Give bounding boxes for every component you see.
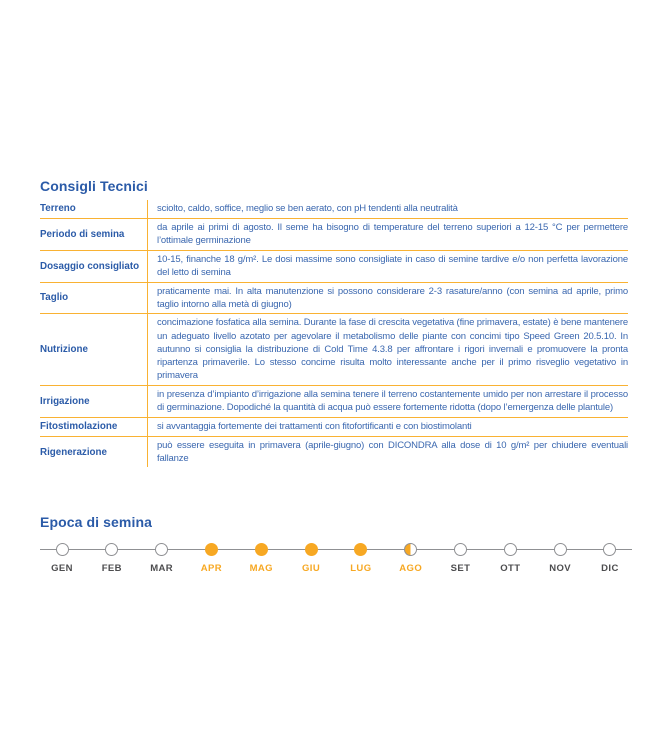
row-label: Periodo di semina [40,219,148,250]
section-title-epoca-di-semina: Epoca di semina [40,514,152,530]
month-label: OTT [500,563,521,574]
month-item-nov [538,543,582,574]
month-item-apr [189,543,233,574]
technical-advice-section [40,178,628,467]
table-row [40,200,628,219]
sowing-period-section [40,514,632,587]
month-item-ago [389,543,433,574]
table-row [40,386,628,418]
month-label: SET [450,563,471,574]
row-label: Terreno [40,200,148,218]
month-dot-icon [255,543,268,556]
month-dot-icon [554,543,567,556]
month-item-feb [90,543,134,574]
row-value: concimazione fosfatica alla semina. Durante la fase di crescita vegetativa (fine primavera, estate) è bene mantenere un adeguato livello azotato per agevolare il metabolismo delle piante con concimi tipo Speed Green 20.5.10. In autunno si consiglia la distribuzione di Cold Time 4.3.8 per affrontare i rigori invernali e promuovere la pronta ripartenza primaverile. Lo stesso concime risulta molto interessante anche per il primo risveglio vegetativo in primavera [157,317,628,382]
table-row [40,219,628,251]
row-label: Rigenerazione [40,437,148,468]
technical-table [40,200,628,467]
month-label: LUG [350,563,372,574]
row-value: può essere eseguita in primavera (aprile-giugno) con DICONDRA alla dose di 10 g/m² per chiudere eventuali fallanze [157,439,628,464]
month-dot-icon [404,543,417,556]
month-label: GIU [302,563,321,574]
row-value: si avvantaggia fortemente dei trattamenti con fitofortificanti e con biostimolanti [157,420,472,432]
month-dot-icon [155,543,168,556]
month-label: FEB [101,563,122,574]
month-label: MAR [150,563,174,574]
month-dot-icon [354,543,367,556]
month-dot-icon [504,543,517,556]
table-row [40,283,628,315]
table-row [40,314,628,386]
month-dot-icon [603,543,616,556]
table-row [40,437,628,468]
month-item-gen [40,543,84,574]
month-label: DIC [601,563,619,574]
month-label: MAG [249,563,273,574]
row-value: in presenza d’impianto d’irrigazione alla semina tenere il terreno costantemente umido per non arrestare il processo di germinazione. Dopodiché la quantità di acqua può essere fortemente ridotta (dopo l’emergenza delle plantule) [157,388,628,414]
row-label: Dosaggio consigliato [40,251,148,282]
section-title-consigli-tecnici: Consigli Tecnici [40,178,148,194]
month-item-ott [488,543,532,574]
month-dot-icon [56,543,69,556]
row-label: Irrigazione [40,386,148,417]
row-label: Taglio [40,283,148,314]
table-row [40,418,628,437]
month-dot-icon [105,543,118,556]
month-label: AGO [399,563,423,574]
month-item-giu [289,543,333,574]
month-item-mag [239,543,283,574]
row-label: Nutrizione [40,314,148,385]
month-dot-icon [305,543,318,556]
month-label: NOV [549,563,572,574]
month-item-lug [339,543,383,574]
row-value: sciolto, caldo, soffice, meglio se ben aerato, con pH tendenti alla neutralità [157,203,458,214]
row-value: praticamente mai. In alta manutenzione si possono considerare 2-3 rasature/anno (con semina ad aprile, primo taglio intorno alla metà di giugno) [157,285,628,310]
row-value: da aprile ai primi di agosto. Il seme ha bisogno di temperature del terreno superiori a 12-15 °C per permettere l’ottimale germinazione [157,221,628,246]
month-dot-icon [454,543,467,556]
sowing-timeline [40,543,632,587]
month-label: GEN [51,563,73,574]
month-label: APR [200,563,223,574]
table-row [40,251,628,283]
month-item-set [439,543,483,574]
month-item-dic [588,543,632,574]
row-label: Fitostimolazione [40,418,148,436]
row-value: 10-15, finanche 18 g/m². Le dosi massime sono consigliate in caso di semine tardive e/o non perfetta lavorazione del letto di semina [157,253,628,278]
month-item-mar [140,543,184,574]
month-dot-icon [205,543,218,556]
timeline-months [40,543,632,574]
